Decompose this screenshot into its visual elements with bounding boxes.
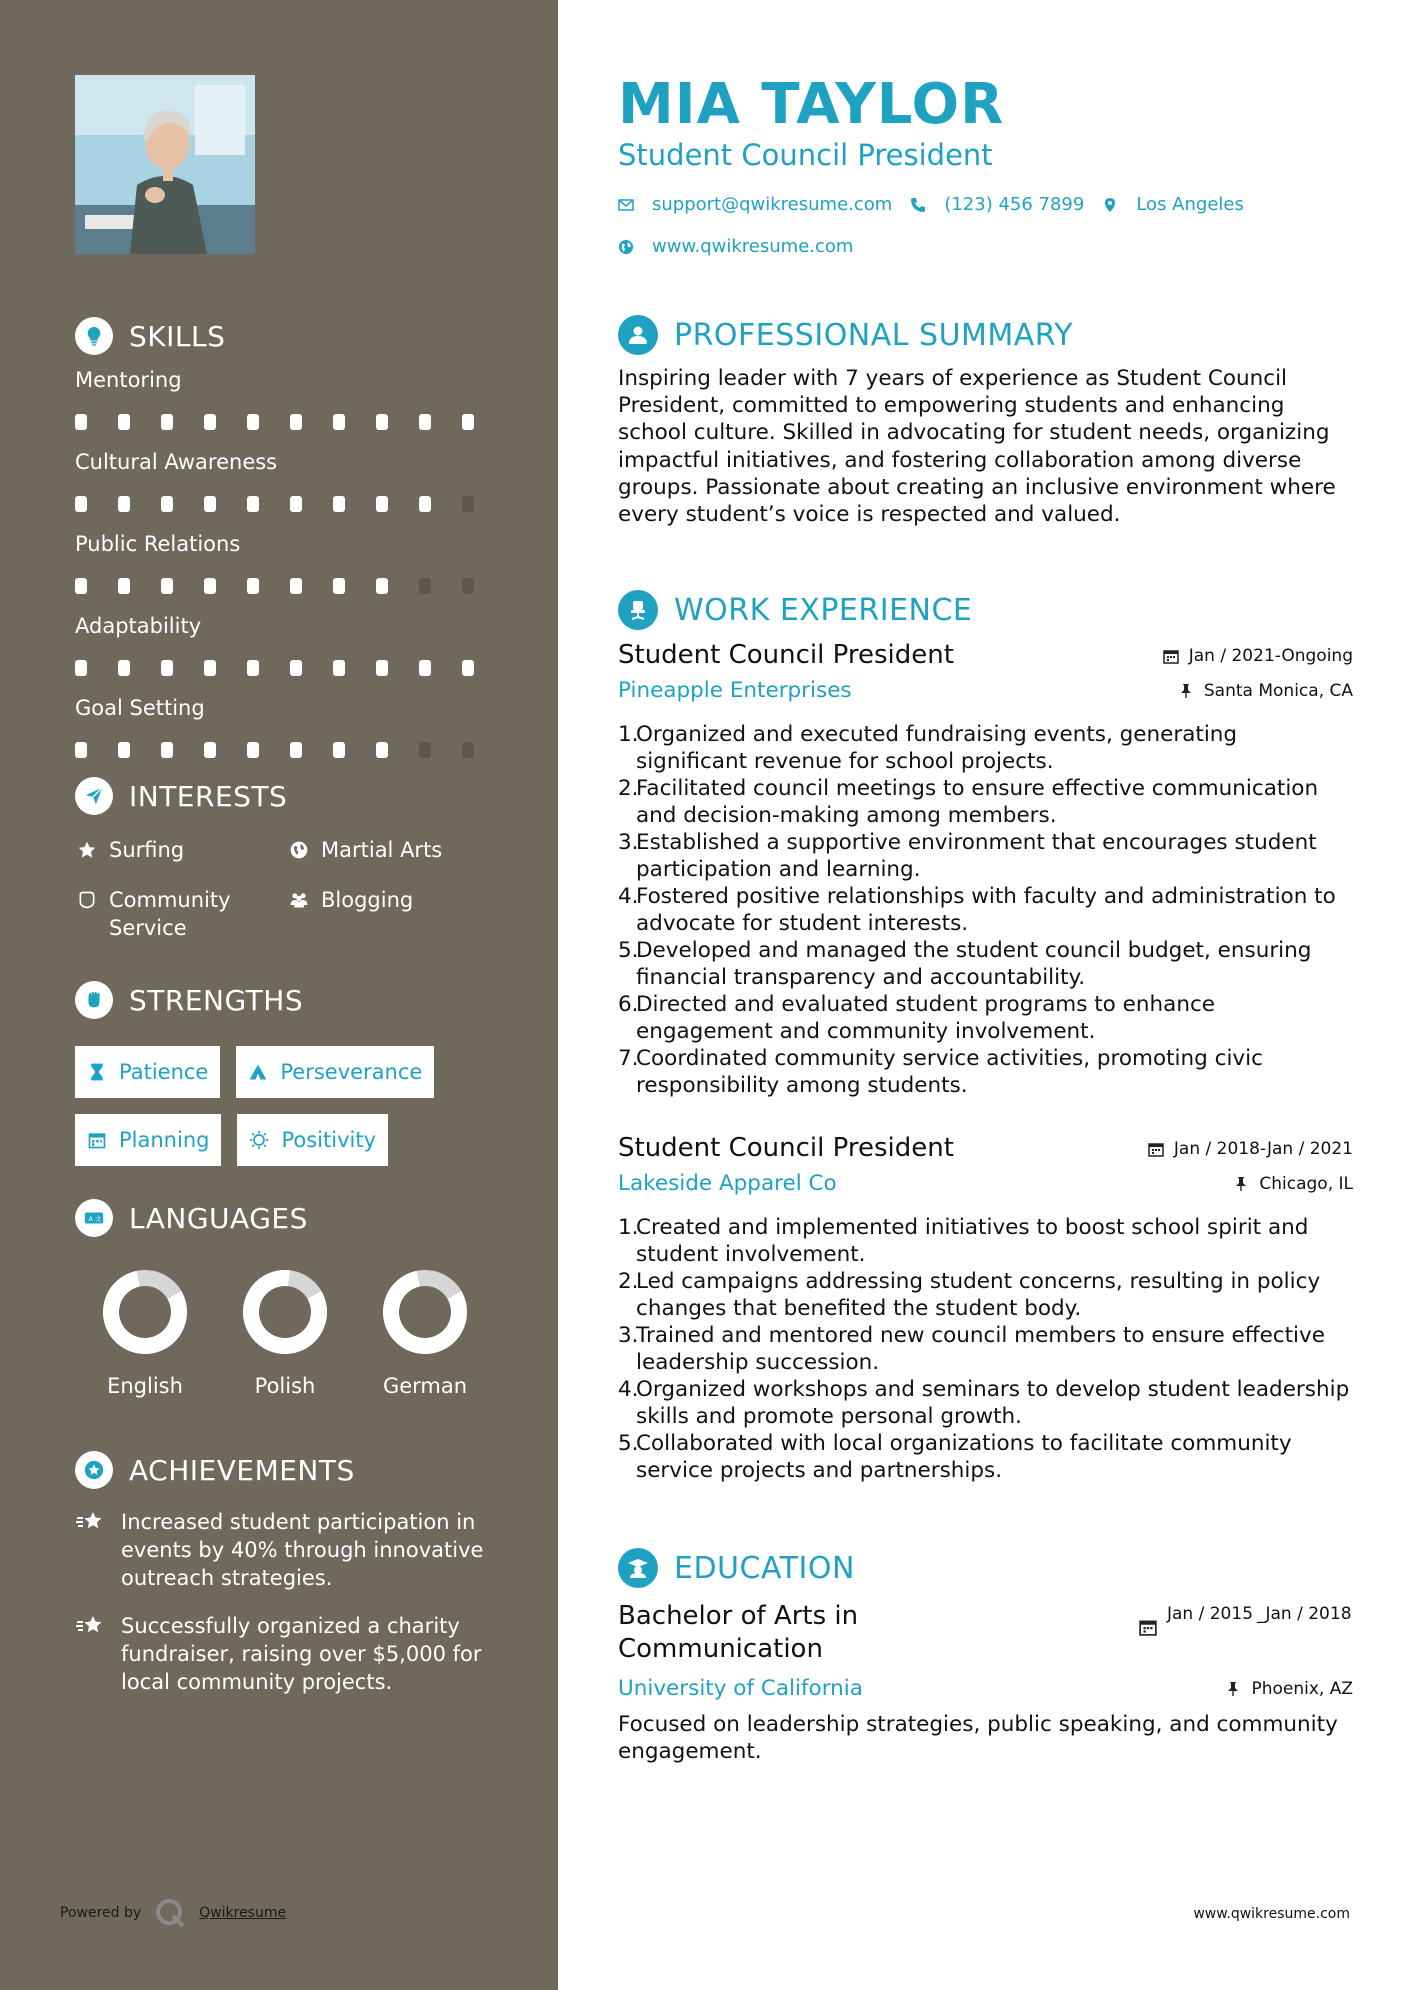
list-number: 7. <box>618 1046 639 1071</box>
summary-heading: PROFESSIONAL SUMMARY <box>674 317 1074 353</box>
list-number: 1. <box>618 1215 639 1240</box>
powered-by <box>60 1896 286 1930</box>
list-number: 4. <box>618 1377 639 1402</box>
strength-chip <box>236 1046 434 1098</box>
rating-dot-filled <box>161 414 173 430</box>
rating-dot-filled <box>118 578 130 594</box>
rating-dot-filled <box>118 496 130 512</box>
pushpin-icon <box>1225 1681 1241 1697</box>
rating-dot-filled <box>204 742 216 758</box>
job-location-text: Santa Monica, CA <box>1203 680 1353 701</box>
profile-photo <box>75 75 255 254</box>
rating-dot-filled <box>247 660 259 676</box>
rating-dot-filled <box>75 414 87 430</box>
strength-label: Positivity <box>281 1128 376 1152</box>
qwikresume-logo-icon <box>153 1896 187 1930</box>
skills-section <box>75 316 505 758</box>
rating-dot-filled <box>376 414 388 430</box>
interests-heading: INTERESTS <box>129 779 288 813</box>
job-date-text: Jan / 2018-Jan / 2021 <box>1173 1139 1353 1159</box>
rating-dot-filled <box>247 496 259 512</box>
rating-dot-filled <box>118 660 130 676</box>
rating-dot-filled <box>75 578 87 594</box>
rating-dot-empty <box>419 578 431 594</box>
contact-website[interactable] <box>618 236 853 257</box>
skill-name: Mentoring <box>75 368 182 392</box>
skill-item <box>75 614 505 676</box>
experience-header <box>618 590 972 630</box>
skill-name: Cultural Awareness <box>75 450 278 474</box>
list-item <box>618 1430 1353 1484</box>
rating-dot-filled <box>419 496 431 512</box>
strengths-section <box>75 980 505 1166</box>
skill-item <box>75 696 505 758</box>
sun-icon <box>249 1130 269 1150</box>
contact-row <box>618 194 1262 215</box>
contact-phone[interactable] <box>910 194 1084 215</box>
interest-item <box>287 886 487 942</box>
education-header <box>618 1548 855 1588</box>
skill-rating <box>75 660 505 676</box>
degree-title: Bachelor of Arts in Communication <box>618 1601 859 1664</box>
skill-name: Public Relations <box>75 532 241 556</box>
interest-item <box>75 836 287 864</box>
list-item <box>618 1045 1353 1099</box>
rating-dot-filled <box>161 660 173 676</box>
languages-heading: LANGUAGES <box>129 1201 308 1235</box>
globe-icon <box>618 239 634 255</box>
location-text: Los Angeles <box>1136 194 1244 215</box>
interest-label: Blogging <box>321 888 414 912</box>
list-item <box>618 1214 1353 1268</box>
rating-dot-filled <box>462 660 474 676</box>
star-icon <box>75 836 99 864</box>
education-heading: EDUCATION <box>674 1550 855 1586</box>
list-item <box>618 775 1353 829</box>
contact-location <box>1102 194 1244 215</box>
list-text: Trained and mentored new council members to ensure effective leadership succession. <box>636 1323 1325 1375</box>
strength-label: Perseverance <box>280 1060 423 1084</box>
rating-dot-filled <box>161 742 173 758</box>
rating-dot-empty <box>462 578 474 594</box>
list-text: Coordinated community service activities, promoting civic responsibility among students. <box>636 1046 1263 1098</box>
achievement-item <box>75 1612 505 1696</box>
list-text: Established a supportive environment that encourages student participation and learning. <box>636 830 1317 882</box>
language-name: German <box>382 1374 468 1398</box>
shooting-star-icon <box>75 1612 111 1640</box>
job-date-text: Jan / 2021-Ongoing <box>1188 646 1353 666</box>
lightbulb-icon <box>75 317 113 355</box>
calendar-icon <box>87 1130 107 1150</box>
envelope-icon <box>618 197 634 213</box>
achievement-item <box>75 1508 505 1592</box>
interests-section <box>75 776 505 942</box>
strengths-heading: STRENGTHS <box>129 983 304 1017</box>
summary-text: Inspiring leader with 7 years of experience as Student Council President, committed to empowering students and enhancing school culture. Skilled in advocating for student needs, organizing impactful initiatives, and fostering collaboration among diverse groups. Passionate about creating an inclusive environment where every student’s voice is respected and valued. <box>618 366 1336 528</box>
rating-dot-empty <box>419 742 431 758</box>
rating-dot-filled <box>376 742 388 758</box>
job-date <box>1148 1139 1353 1159</box>
rating-dot-filled <box>75 496 87 512</box>
education-entry <box>618 1600 1353 1765</box>
powered-by-label: Powered by <box>60 1905 142 1921</box>
list-item <box>618 721 1353 775</box>
achievement-text: Increased student participation in events by 40% through innovative outreach strategies. <box>121 1510 484 1590</box>
rating-dot-filled <box>204 496 216 512</box>
rating-dot-filled <box>75 742 87 758</box>
achievements-section <box>75 1450 505 1696</box>
rating-dot-filled <box>290 742 302 758</box>
rating-dot-filled <box>376 578 388 594</box>
interest-item <box>75 886 287 942</box>
rating-dot-filled <box>333 742 345 758</box>
shooting-star-icon <box>75 1508 111 1536</box>
language-name: Polish <box>254 1374 316 1398</box>
interest-item <box>287 836 487 864</box>
mountain-icon <box>248 1062 268 1082</box>
job-bullets <box>618 1214 1353 1484</box>
website-text: www.qwikresume.com <box>652 236 854 257</box>
graduate-icon <box>618 1548 658 1588</box>
interest-label: Community Service <box>109 888 231 940</box>
interest-label: Martial Arts <box>321 838 443 862</box>
rating-dot-empty <box>462 742 474 758</box>
list-text: Organized workshops and seminars to develop student leadership skills and promote personal growth. <box>636 1377 1350 1429</box>
language-item <box>215 1268 355 1398</box>
list-text: Directed and evaluated student programs to enhance engagement and community involvement. <box>636 992 1215 1044</box>
rating-dot-filled <box>204 660 216 676</box>
rating-dot-filled <box>376 660 388 676</box>
qwikresume-link[interactable]: Qwikresume <box>199 1905 287 1921</box>
education-dates <box>1139 1600 1353 1666</box>
language-name: English <box>107 1374 183 1398</box>
map-pin-icon <box>1102 197 1118 213</box>
rating-dot-filled <box>376 496 388 512</box>
language-icon <box>75 1199 113 1237</box>
strength-label: Patience <box>119 1060 209 1084</box>
users-icon <box>287 886 311 914</box>
language-item <box>75 1268 215 1398</box>
list-number: 5. <box>618 938 639 963</box>
education-location-text: Phoenix, AZ <box>1251 1678 1353 1699</box>
rating-dot-filled <box>290 414 302 430</box>
rating-dot-filled <box>333 660 345 676</box>
strength-chip <box>75 1114 221 1166</box>
skill-rating <box>75 414 505 430</box>
contact-email[interactable] <box>618 194 892 215</box>
footer-url[interactable]: www.qwikresume.com <box>1193 1906 1350 1922</box>
job-location <box>1178 681 1353 701</box>
list-text: Developed and managed the student council budget, ensuring financial transparency and accountability. <box>636 938 1312 990</box>
list-number: 3. <box>618 830 639 855</box>
rating-dot-filled <box>290 578 302 594</box>
fist-icon <box>75 981 113 1019</box>
language-ring <box>241 1268 329 1356</box>
skill-item <box>75 368 505 430</box>
globe-icon <box>287 836 311 864</box>
list-text: Facilitated council meetings to ensure effective communication and decision-making among members. <box>636 776 1319 828</box>
rating-dot-empty <box>462 496 474 512</box>
skill-rating <box>75 496 505 512</box>
language-ring <box>101 1268 189 1356</box>
rating-dot-filled <box>333 414 345 430</box>
achievement-text: Successfully organized a charity fundraiser, raising over $5,000 for local community projects. <box>121 1614 482 1694</box>
main-content <box>558 0 1407 1990</box>
job-bullets <box>618 721 1353 1099</box>
list-item <box>618 937 1353 991</box>
job-entry <box>618 640 1353 1099</box>
education-start: Jan / 2015 <box>1167 1604 1254 1624</box>
candidate-name: MIA TAYLOR <box>618 72 1005 137</box>
summary-header <box>618 315 1073 355</box>
job-location <box>1233 1174 1353 1194</box>
phone-text: (123) 456 7899 <box>944 194 1085 215</box>
calendar-icon <box>1139 1618 1157 1636</box>
list-text: Created and implemented initiatives to boost school spirit and student involvement. <box>636 1215 1309 1267</box>
school-name: University of California <box>618 1676 863 1701</box>
job-title: Student Council President <box>618 1133 954 1163</box>
list-item <box>618 883 1353 937</box>
strength-chip <box>237 1114 388 1166</box>
achievements-heading: ACHIEVEMENTS <box>129 1453 355 1487</box>
job-title: Student Council President <box>618 640 954 670</box>
list-text: Collaborated with local organizations to facilitate community service projects and partnerships. <box>636 1431 1292 1483</box>
list-item <box>618 991 1353 1045</box>
experience-heading: WORK EXPERIENCE <box>674 592 973 628</box>
calendar-icon <box>1148 1141 1164 1157</box>
svg-text:A: A <box>88 1214 93 1223</box>
rating-dot-filled <box>118 742 130 758</box>
list-text: Led campaigns addressing student concerns, resulting in policy changes that benefited the student body. <box>636 1269 1321 1321</box>
education-description: Focused on leadership strategies, public speaking, and community engagement. <box>618 1712 1338 1764</box>
company-name: Pineapple Enterprises <box>618 678 852 703</box>
hand-heart-icon <box>75 886 99 914</box>
skill-item <box>75 532 505 594</box>
pushpin-icon <box>1233 1176 1249 1192</box>
interest-label: Surfing <box>109 838 185 862</box>
rating-dot-filled <box>204 414 216 430</box>
list-number: 3. <box>618 1323 639 1348</box>
rating-dot-filled <box>75 660 87 676</box>
list-item <box>618 1376 1353 1430</box>
user-icon <box>618 315 658 355</box>
candidate-title: Student Council President <box>618 138 993 172</box>
award-star-icon <box>75 1451 113 1489</box>
job-location-text: Chicago, IL <box>1259 1173 1353 1194</box>
rating-dot-filled <box>204 578 216 594</box>
rating-dot-filled <box>290 660 302 676</box>
list-item <box>618 829 1353 883</box>
education-end: _Jan / 2018 <box>1257 1604 1352 1624</box>
office-chair-icon <box>618 590 658 630</box>
rating-dot-filled <box>247 742 259 758</box>
calendar-icon <box>1163 648 1179 664</box>
rating-dot-filled <box>290 496 302 512</box>
rating-dot-filled <box>333 496 345 512</box>
languages-section <box>75 1198 505 1398</box>
rating-dot-filled <box>419 660 431 676</box>
rating-dot-filled <box>161 578 173 594</box>
language-ring <box>381 1268 469 1356</box>
rating-dot-filled <box>462 414 474 430</box>
list-text: Fostered positive relationships with faculty and administration to advocate for student interests. <box>636 884 1336 936</box>
skill-rating <box>75 742 505 758</box>
list-number: 6. <box>618 992 639 1017</box>
skill-rating <box>75 578 505 594</box>
phone-icon <box>910 197 926 213</box>
skill-name: Goal Setting <box>75 696 205 720</box>
hourglass-icon <box>87 1062 107 1082</box>
list-number: 2. <box>618 776 639 801</box>
list-text: Organized and executed fundraising events, generating significant revenue for school projects. <box>636 722 1238 774</box>
company-name: Lakeside Apparel Co <box>618 1171 837 1196</box>
sidebar <box>0 0 558 1990</box>
language-level-arc <box>241 1268 329 1356</box>
rating-dot-filled <box>118 414 130 430</box>
paper-plane-icon <box>75 777 113 815</box>
list-item <box>618 1322 1353 1376</box>
education-location <box>1225 1679 1353 1699</box>
language-item <box>355 1268 495 1398</box>
skill-name: Adaptability <box>75 614 202 638</box>
email-text: support@qwikresume.com <box>652 194 893 215</box>
list-number: 1. <box>618 722 639 747</box>
skill-item <box>75 450 505 512</box>
job-entry <box>618 1133 1353 1484</box>
strength-chip <box>75 1046 220 1098</box>
rating-dot-filled <box>247 578 259 594</box>
rating-dot-filled <box>419 414 431 430</box>
list-number: 5. <box>618 1431 639 1456</box>
skills-heading: SKILLS <box>129 319 226 353</box>
job-date <box>1163 646 1353 666</box>
list-item <box>618 1268 1353 1322</box>
rating-dot-filled <box>161 496 173 512</box>
pushpin-icon <box>1178 683 1194 699</box>
strength-label: Planning <box>119 1128 210 1152</box>
rating-dot-filled <box>333 578 345 594</box>
list-number: 2. <box>618 1269 639 1294</box>
rating-dot-filled <box>247 414 259 430</box>
svg-text:文: 文 <box>94 1214 102 1223</box>
list-number: 4. <box>618 884 639 909</box>
